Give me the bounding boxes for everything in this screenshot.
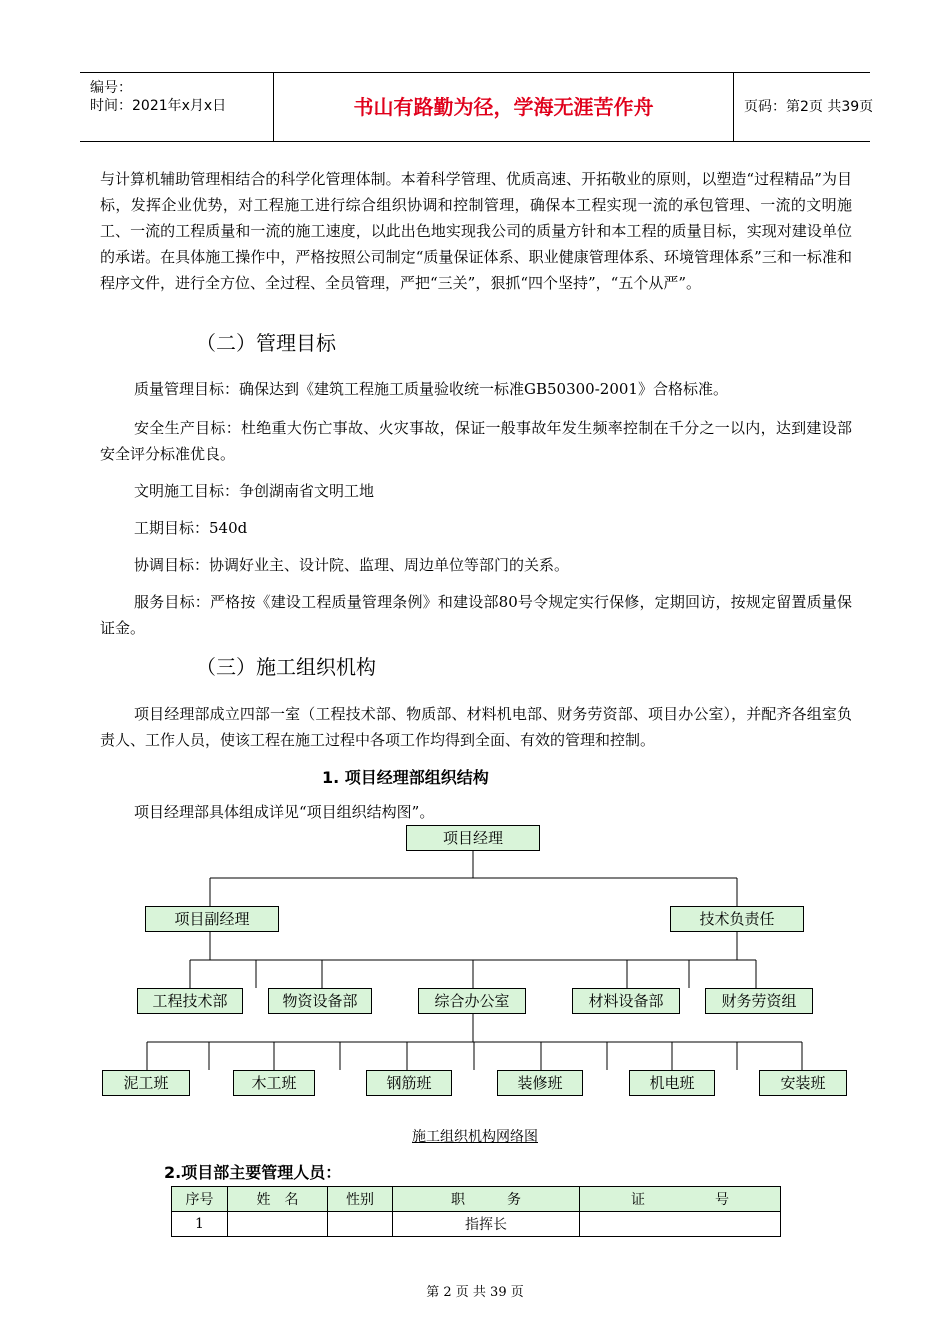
cell-name <box>228 1212 328 1237</box>
intro-paragraph: 与计算机辅助管理相结合的科学化管理体制。本着科学管理、优质高速、开拓敬业的原则，以塑造“过程精品”为目标，发挥企业优势，对工程施工进行综合组织协调和控制管理，确保本工程实现一流的承包管理、一流的文明施工、一流的工程质量和一流的施工速度，以此出色地实现我公司的质量方针和本工程的质量目标，实现对建设单位的承诺。在具体施工操作中，严格按照公司制定“质量保证体系、职业健康管理体系、环境管理体系”三和一标准和程序文件，进行全方位、全过程、全员管理，严把“三关”，狠抓“四个坚持”，“五个从严”。 <box>100 170 852 292</box>
org-node-decoration-team: 装修班 <box>497 1070 583 1096</box>
goal-service: 服务目标：严格按《建设工程质量管理条例》和建设部80号令规定实行保修，定期回访，按规定留置质量保证金。 <box>100 593 852 637</box>
goal-quality: 质量管理目标：确保达到《建筑工程施工质量验收统一标准GB50300-2001》合格标准。 <box>134 380 728 398</box>
org-node-materials-dept: 材料设备部 <box>572 988 680 1014</box>
page-header <box>80 72 874 142</box>
cell-position: 指挥长 <box>393 1212 580 1237</box>
document-number: 编号： <box>90 80 132 96</box>
cell-certificate <box>580 1212 781 1237</box>
col-header-index: 序号 <box>172 1187 228 1212</box>
org-node-technical-lead: 技术负责任 <box>670 906 804 932</box>
org-node-rebar-team: 钢筋班 <box>366 1070 452 1096</box>
cell-gender <box>328 1212 393 1237</box>
header-motto: 书山有路勤为径，学海无涯苦作舟 <box>274 73 734 141</box>
org-node-carpentry-team: 木工班 <box>233 1070 315 1096</box>
section-title-goals: （二）管理目标 <box>196 331 336 355</box>
col-header-position: 职 务 <box>393 1187 580 1212</box>
table-header-row <box>172 1187 781 1212</box>
staff-table <box>171 1186 781 1237</box>
structure-note: 项目经理部具体组成详见“项目组织结构图”。 <box>134 803 435 821</box>
col-header-name: 姓 名 <box>228 1187 328 1212</box>
page-footer: 第 2 页 共 39 页 <box>426 1285 524 1300</box>
subsection-title-structure: 1. 项目经理部组织结构 <box>322 768 489 787</box>
col-header-gender: 性别 <box>328 1187 393 1212</box>
cell-index: 1 <box>172 1212 228 1237</box>
staff-table-title: 2.项目部主要管理人员： <box>164 1163 342 1182</box>
org-node-installation-team: 安装班 <box>759 1070 847 1096</box>
org-node-finance-group: 财务劳资组 <box>705 988 813 1014</box>
goal-coordination: 协调目标：协调好业主、设计院、监理、周边单位等部门的关系。 <box>134 556 570 574</box>
org-chart-caption: 施工组织机构网络图 <box>412 1129 538 1145</box>
org-node-deputy-manager: 项目副经理 <box>145 906 279 932</box>
org-node-project-manager: 项目经理 <box>406 825 540 851</box>
org-node-equipment-dept: 物资设备部 <box>268 988 372 1014</box>
goal-civilized: 文明施工目标：争创湖南省文明工地 <box>134 482 375 500</box>
goal-safety: 安全生产目标：杜绝重大伤亡事故、火灾事故，保证一般事故年发生频率控制在千分之一以内，达到建设部安全评分标准优良。 <box>100 419 852 463</box>
org-node-admin-office: 综合办公室 <box>418 988 526 1014</box>
table-row <box>172 1212 781 1237</box>
org-node-masonry-team: 泥工班 <box>102 1070 190 1096</box>
org-node-electrical-team: 机电班 <box>629 1070 715 1096</box>
header-meta <box>80 73 274 141</box>
header-page-number: 页码：第2页 共39页 <box>744 99 874 115</box>
goal-schedule: 工期目标：540d <box>134 519 248 537</box>
org-node-engineering-dept: 工程技术部 <box>137 988 243 1014</box>
col-header-certificate: 证 号 <box>580 1187 781 1212</box>
document-date: 时间：2021年x月x日 <box>90 98 227 114</box>
organization-intro: 项目经理部成立四部一室（工程技术部、物质部、材料机电部、财务劳资部、项目办公室），并配齐各组室负责人、工作人员，使该工程在施工过程中各项工作均得到全面、有效的管理和控制。 <box>100 705 852 749</box>
section-title-organization: （三）施工组织机构 <box>196 655 376 679</box>
